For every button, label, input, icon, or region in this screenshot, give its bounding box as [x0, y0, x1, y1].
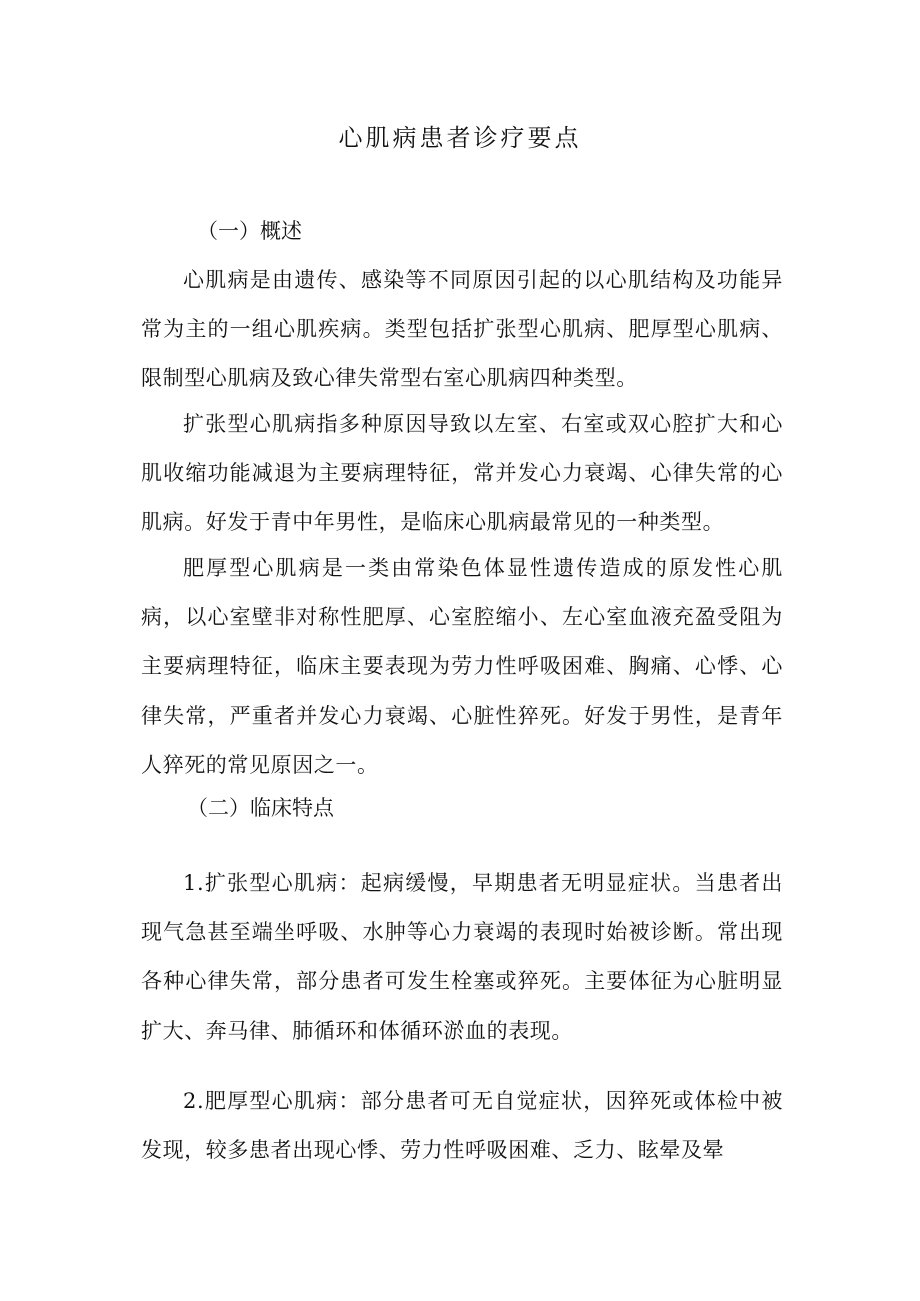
paragraph-hypertrophic-cardiomyopathy: 肥厚型心肌病是一类由常染色体显性遗传造成的原发性心肌病，以心室壁非对称性肥厚、心室腔缩小、左心室血液充盈受阻为主要病理特征，临床主要表现为劳力性呼吸困难、胸痛、心悸、心律失常，严重者并发心力衰竭、心脏性猝死。好发于男性，是青年人猝死的常见原因之一。	[141, 556, 783, 777]
section-heading-overview: （一）概述	[197, 219, 302, 243]
paragraph-dilated-cardiomyopathy: 扩张型心肌病指多种原因导致以左室、右室或双心腔扩大和心肌收缩功能减退为主要病理特征，常并发心力衰竭、心律失常的心肌病。好发于青中年男性，是临床心肌病最常见的一种类型。	[141, 412, 783, 535]
document-title: 心肌病患者诊疗要点	[338, 124, 582, 152]
section-heading-clinical-features: （二）临床特点	[187, 796, 334, 820]
paragraph-clinical-dilated: 1.扩张型心肌病：起病缓慢，早期患者无明显症状。当患者出现气急甚至端坐呼吸、水肿等心力衰竭的表现时始被诊断。常出现各种心律失常，部分患者可发生栓塞或猝死。主要体征为心脏明显扩大、奔马律、肺循环和体循环淤血的表现。	[141, 871, 783, 1043]
paragraph-definition: 心肌病是由遗传、感染等不同原因引起的以心肌结构及功能异常为主的一组心肌疾病。类型包括扩张型心肌病、肥厚型心肌病、限制型心肌病及致心律失常型右室心肌病四种类型。	[141, 268, 783, 391]
paragraph-clinical-hypertrophic: 2.肥厚型心肌病：部分患者可无自觉症状，因猝死或体检中被发现，较多患者出现心悸、劳力性呼吸困难、乏力、眩晕及晕	[141, 1089, 783, 1163]
